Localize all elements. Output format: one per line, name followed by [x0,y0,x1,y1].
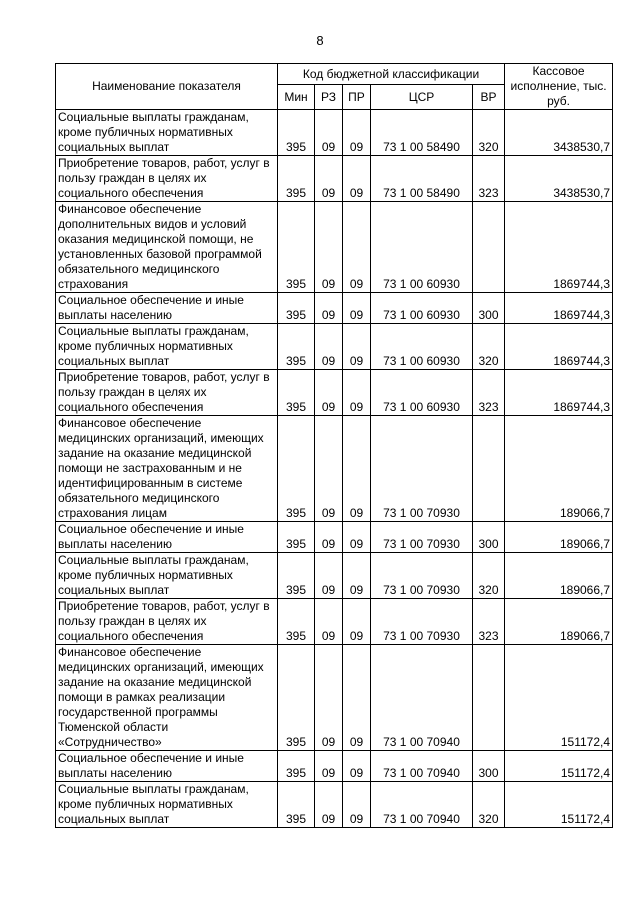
table-row [56,751,613,782]
row-pr: 09 [343,599,371,645]
header-rz: РЗ [315,85,343,110]
row-min: 395 [278,645,315,751]
row-amount: 1869744,3 [505,293,613,324]
row-csr: 73 1 00 58490 [371,110,473,156]
row-name: Социальное обеспечение и иные выплаты населению [56,522,278,553]
table-row [56,156,613,202]
row-vr: 323 [473,599,505,645]
row-pr: 09 [343,782,371,828]
table-row [56,522,613,553]
row-rz: 09 [315,416,343,522]
row-csr: 73 1 00 60930 [371,370,473,416]
row-rz: 09 [315,599,343,645]
row-vr: 320 [473,324,505,370]
row-csr: 73 1 00 70940 [371,751,473,782]
row-amount: 189066,7 [505,416,613,522]
row-min: 395 [278,416,315,522]
row-pr: 09 [343,293,371,324]
row-csr: 73 1 00 58490 [371,156,473,202]
row-name: Финансовое обеспечение медицинских организаций, имеющих задание на оказание медицинской помощи не застрахованным и не идентифицированным в системе обязательного медицинского страхования лицам [56,416,278,522]
row-amount: 3438530,7 [505,156,613,202]
row-vr [473,202,505,293]
row-min: 395 [278,553,315,599]
row-name: Приобретение товаров, работ, услуг в пользу граждан в целях их социального обеспечения [56,370,278,416]
row-vr: 320 [473,110,505,156]
row-min: 395 [278,751,315,782]
row-rz: 09 [315,324,343,370]
row-min: 395 [278,202,315,293]
row-amount: 151172,4 [505,782,613,828]
header-csr: ЦСР [371,85,473,110]
header-min: Мин [278,85,315,110]
row-rz: 09 [315,293,343,324]
row-vr: 300 [473,522,505,553]
row-rz: 09 [315,156,343,202]
row-pr: 09 [343,751,371,782]
row-vr: 320 [473,553,505,599]
row-csr: 73 1 00 70930 [371,522,473,553]
row-amount: 189066,7 [505,522,613,553]
table-row [56,110,613,156]
table-row [56,645,613,751]
header-code-group: Код бюджетной классификации [278,64,505,85]
row-name: Финансовое обеспечение дополнительных видов и условий оказания медицинской помощи, не установленных базовой программой обязательного медицинского страхования [56,202,278,293]
row-vr [473,416,505,522]
row-vr: 300 [473,751,505,782]
row-min: 395 [278,293,315,324]
table-row [56,293,613,324]
row-csr: 73 1 00 70930 [371,416,473,522]
row-pr: 09 [343,370,371,416]
table-row [56,324,613,370]
row-amount: 1869744,3 [505,324,613,370]
row-amount: 3438530,7 [505,110,613,156]
row-amount: 189066,7 [505,553,613,599]
table-row [56,416,613,522]
row-name: Приобретение товаров, работ, услуг в пользу граждан в целях их социального обеспечения [56,156,278,202]
row-pr: 09 [343,202,371,293]
table-row [56,599,613,645]
row-name: Социальные выплаты гражданам, кроме публичных нормативных социальных выплат [56,324,278,370]
row-csr: 73 1 00 60930 [371,202,473,293]
row-min: 395 [278,370,315,416]
row-name: Социальное обеспечение и иные выплаты населению [56,751,278,782]
table-body [56,110,613,828]
row-vr [473,645,505,751]
row-min: 395 [278,782,315,828]
row-name: Социальное обеспечение и иные выплаты населению [56,293,278,324]
header-execution: Кассовое исполнение, тыс. руб. [505,64,613,110]
row-csr: 73 1 00 70940 [371,782,473,828]
row-rz: 09 [315,751,343,782]
table-row [56,782,613,828]
table-row [56,553,613,599]
row-name: Социальные выплаты гражданам, кроме публичных нормативных социальных выплат [56,110,278,156]
header-pr: ПР [343,85,371,110]
row-csr: 73 1 00 70930 [371,599,473,645]
row-min: 395 [278,156,315,202]
row-name: Финансовое обеспечение медицинских организаций, имеющих задание на оказание медицинской помощи в рамках реализации государственной программы Тюменской области «Сотрудничество» [56,645,278,751]
row-name: Социальные выплаты гражданам, кроме публичных нормативных социальных выплат [56,553,278,599]
row-min: 395 [278,110,315,156]
row-csr: 73 1 00 70940 [371,645,473,751]
row-rz: 09 [315,645,343,751]
row-pr: 09 [343,645,371,751]
row-min: 395 [278,522,315,553]
row-amount: 151172,4 [505,751,613,782]
table-row [56,202,613,293]
row-pr: 09 [343,324,371,370]
row-rz: 09 [315,553,343,599]
row-pr: 09 [343,416,371,522]
budget-table [55,63,613,828]
row-vr: 300 [473,293,505,324]
table-row [56,370,613,416]
page-number: 8 [316,33,324,48]
row-name: Приобретение товаров, работ, услуг в пользу граждан в целях их социального обеспечения [56,599,278,645]
row-csr: 73 1 00 60930 [371,324,473,370]
table-header [56,64,613,110]
row-pr: 09 [343,156,371,202]
row-csr: 73 1 00 60930 [371,293,473,324]
row-amount: 151172,4 [505,645,613,751]
row-amount: 1869744,3 [505,202,613,293]
row-amount: 189066,7 [505,599,613,645]
header-vr: ВР [473,85,505,110]
row-pr: 09 [343,522,371,553]
row-vr: 320 [473,782,505,828]
row-name: Социальные выплаты гражданам, кроме публичных нормативных социальных выплат [56,782,278,828]
row-rz: 09 [315,782,343,828]
row-rz: 09 [315,202,343,293]
row-pr: 09 [343,110,371,156]
row-amount: 1869744,3 [505,370,613,416]
header-name: Наименование показателя [56,64,278,110]
row-rz: 09 [315,370,343,416]
row-vr: 323 [473,370,505,416]
row-rz: 09 [315,110,343,156]
row-csr: 73 1 00 70930 [371,553,473,599]
row-min: 395 [278,324,315,370]
row-pr: 09 [343,553,371,599]
row-vr: 323 [473,156,505,202]
row-min: 395 [278,599,315,645]
row-rz: 09 [315,522,343,553]
